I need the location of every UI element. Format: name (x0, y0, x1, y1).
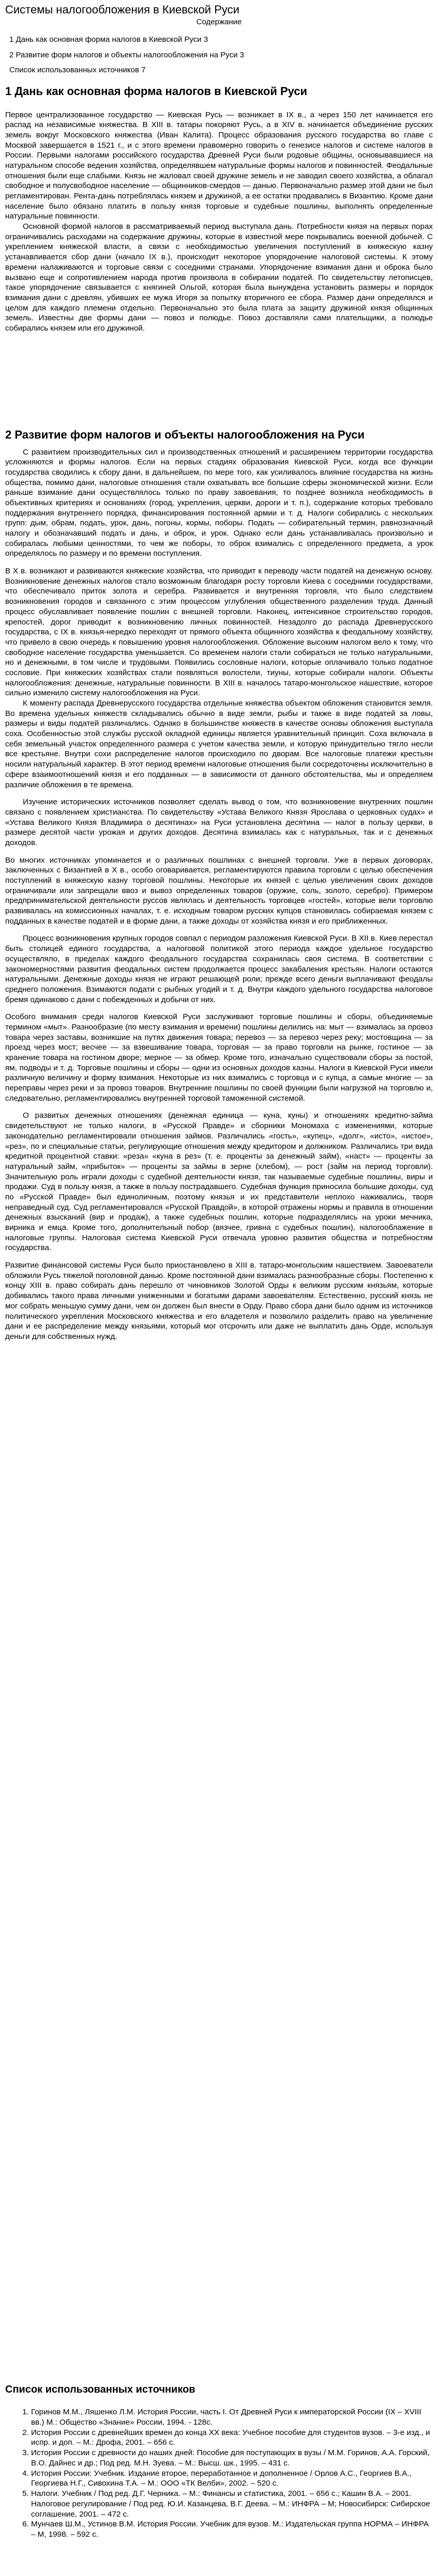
reference-item: 2. История России с древнейших времен до конца XX века: Учебное пособие для студентов вузов. – 3-е изд., и испр. и доп. – М.: Дрофа, 2001. – 656 с. (31, 2428, 433, 2448)
toc-heading: Содержание (196, 18, 242, 26)
paragraph: Изучение исторических источников позволяет сделать вывод о том, что возникновение внутренних пошлин связано с появлением христианства. По свидетельству «Устава Великого Князя Ярослава о церковных судах» и «Устава Великого Князя Владимира о десятинах» на Руси установлена десятина — налог в пользу церкви, в размере десятой части урожая и других доходов. Десятина взималась как с натуральных, так и с денежных доходов. (5, 798, 433, 847)
section-1 (0, 84, 438, 334)
paragraph: К моменту распада Древнерусского государства отдельные княжества объектом обложения становится земля. Во времена удельных княжеств складывались обычно в виде земли, рыбы и также в виде податей за ловы, размеры и виды податей различались. Однако в большинстве княжеств в качестве основы обложения выступала соха. Особенностью этой службы русской окладной единицы является уравнительный принцип. Соха включала в себя земельный участок определенного размера с учетом качества земли, и которую принудительно тягло несли все крестьяне. Внутри сохи распределение налогов происходило по дворам. Все налоговые платежи крестьян носили натуральный характер. В этот период времени налоговые отношения были сосредоточены исключительно в сфере взаимоотношений князя и его подданных — в зависимости от данного обстоятельства, мы и определяем различие обложения в те времена. (5, 699, 433, 789)
toc-item[interactable]: 1 Дань как основная форма налогов в Киевской Руси 3 (9, 35, 208, 44)
reference-item: 4. История России: Учебник. Издание второе, переработанное и дополненное / Орлов А.С., Георгиев В.А., Георгиева Н.Г., Сивохина Т.А. – М.: ООО «ТК Велби», 2002. – 520 с. (31, 2469, 433, 2489)
paragraph: Основной формой налогов в рассматриваемый период выступала дань. Потребности князя на первых порах ограничивались расходами на содержание дружины, которые в известной мере покрывались военной добычей. С укреплением княжеской власти, а связи с необходимостью увеличения поступлений в княжескую казну устанавливается сбор дани (начало IX в.), происходит некоторое упорядочение налоговой системы. К этому времени налаживаются и торговые связи с соседними странами. Упорядочение взимания дани и оброка было вызвано еще и сопротивлением народа против произвола в собирании податей. По свидетельству летописцев, такое упорядочение связывается с княгиней Ольгой, которая была вынуждена установить размеры и порядок взимания дани с древлян, убивших ее мужа Игоря за попытку вторичного ее сбора. Размер дани определялся и целом для каждого племени отдельно. Первоначально это была плата за защиту дружиной князя общинных земель. Известны две формы дани — повоз и полюдье. Повоз доставляли сами плательщики, а полюдье собирались князем или его дружиной. (5, 222, 433, 333)
paragraph: Развитие финансовой системы Руси было приостановлено в XIII в. татаро-монгольским нашествием. Завоеватели обложили Русь тяжелой поголовной данью. Кроме постоянной дани взималась разнообразные сборы. Постепенно к концу XIII в. право собирать дань перешло от чиновников Золотой Орды к великим русским князьям, которые добивались такого права личными униженными и богатыми дарами завоевателям. Естественно, русский князь не мог собрать меньшую сумму дани, чем он должен был внести в Орду. Право сбора дани было одним из источников политического укрепления Московского княжества и его владетеля и позволило разделить право на увеличение дани и ее распределение между князьями, который мог отсрочить или даже не выплатить дань Орде, используя деньги для собственных нужд. (5, 1261, 433, 1341)
paragraph: Особого внимания среди налогов Киевской Руси заслуживают торговые пошлины и сборы, объединяемые термином «мыт». Разнообразие (по месту взимания и времени) пошлины делились на: мыт — взималась за провоз товара через заставы, возникшие на путях движения товара; перевоз — за перевоз через реку; мостовщина — за проезд через мост; весчее — за взвешивание товара, торговая — за право торговли на рынке, гостиное — за хранение товара на гостином дворе; мерное — за обмер. Кроме того, изначально существовали сборы за постой, ям, подводы и т. д. Торговые пошлины и сборы — одни из основных доходов казны. Налоги в Киевской Руси имели различную величину и форму взимания. Некоторые из них взимались с торговца и с купца, а самые многие — за переправы через реки и за провоз товаров. Внутренние пошлины по своей функции были нагрузкой на торговлю и, следовательно, регламентировались внутренней торговой таможенной системой. (5, 1012, 433, 1103)
table-of-contents (5, 35, 433, 75)
paragraph: С развитием производительных сил и производственных отношений и расширением территории государства усложняются и формы налогов. Если на первых стадиях образования Киевской Руси, когда все функции государства сводились к сбору дани, в дальнейшем, по мере того, как усиливалось влияние государства на жизнь общества, помимо дани, налоговые отношения стали охватывать все большие сферы экономической жизни. Если раньше взимание дани осуществлялось только по праву завоевания, то позднее возникла необходимость в объективных критериях и основаниях (город, укрепления, церкви, дороги и т. п.), содержание которых требовало поддержания внутреннего порядка, финансирования постоянной армии и т. д. Налоги собирались с нескольких групп: дым, обрам, подать, урок, дань, погоны, кормы, поборы. Подать — собирательный термин, равнозначный налогу и обозначавший подать и дань, и оброк, и урок. Однако если дань устанавливалась произвольно и собиралась любыми ценностями, то чем же поборы, то оброк взимались с определенного предмета, а урок определялось по размеру и по времени поступления. (5, 447, 433, 558)
reference-item: 6. Мунчаев Ш.М., Устинов В.М. История России. Учебник для вузов. М.: Издательская группа НОРМА – ИНФРА – М, 1998. – 592 с. (31, 2519, 433, 2540)
section-2 (0, 428, 438, 1342)
reference-item: 1. Горинов М.М., Ляшенко Л.М. История России, часть I. От Древней Руси к императорской России (IX – XVIII вв.) М.: Общество «Знание» России, 1994. - 128с. (31, 2407, 433, 2428)
toc-item[interactable]: 2 Развитие форм налогов и объекты налогообложения на Руси 3 (9, 50, 245, 59)
section-1-title: 1 Дань как основная форма налогов в Киевской Руси (5, 85, 308, 98)
reference-item: 5. Налоги. Учебник / Под ред. Д.Г. Черника. – М.: Финансы и статистика, 2001. – 656 с.; Кашин В.А. – 2001. Налоговое регулирование / Под ред. Ю.И. Казанцева, В.Г. Деева. – М.: ИНФРА – М; Новосибирск: Сибирское соглашение, 2001. – 472 с. (31, 2489, 433, 2519)
document-header (0, 0, 438, 75)
paragraph: Первое централизованное государство — Киевская Русь — возникает в IX в., а через 150 лет начинается его распад на независимые княжества. В XIII в. татары покоряют Русь, а в XIV в. начинается объединение русских земель вокруг Московского княжества (Иван Калита). Процесс образования русского государства во главе с Москвой завершается в 1521 г., и с этого времени правомерно говорить о генезисе налогов и системе налогов в России. Первыми налогами российского государства Древней Руси были родовые общины, основывавшиеся на натуральном способе ведения хозяйства, определявшем натуральные формы налогов и повинностей. Феодальные отношения были еще слабыми. Князь не жаловал своей дружине земель и не заводил своего хозяйства, а облагал свободное и полусвободное население — общинников-смердов — данью. Первоначально размер этой дани не был регламентирован. Рента-дань потреблялась князем и дружиной, а ее остатки продавались в Византию. Кроме дани население было обязано платить в пользу князя торговые и судебные пошлины, выполнять определенные натуральные повинности. (5, 110, 433, 221)
references-section (0, 2384, 438, 2540)
document-title: Системы налогообложения в Киевской Руси (5, 3, 239, 16)
paragraph: В X в. возникают и развиваются княжеские хозяйства, что приводит к переводу части податей на денежную основу. Возникновение денежных налогов стало возможным благодаря росту торговли Киева с соседними государствами, что обеспечивало приток золота и серебра. Развивается и внутренняя торговля, что было следствием возникновения городов и связанного с этим процессом углубления общественного разделения труда. Данный процесс обуславливает появление пошлин с внешней торговли. Наконец, интенсивное строительство городов, крепостей, дорог приводит к возникновению личных повинностей. Незадолго до распада Древнерусского государства, с IX в. князья-нередко переходят от прямого объекта общинного хозяйства к феодальному хозяйству, что привело в свою очередь к повышению уровня налогообложения. Обложение высоким налогом вело к тому, что свободное население государства уменьшается. Со временем налоги стали собираться не только натуральными, но и денежными, в том числе и трудовыми. Появились сословные налоги, которые оплачивало только податное сословие. При княжеских хозяйствах стали появляться волостели, тиуны, которые собирали налоги. Объекты налогообложения: денежные, натуральные повинности. В XIII в. началось татаро-монгольское нашествие, которое сильно изменило систему налогообложения на Руси. (5, 567, 433, 698)
paragraph: Во многих источниках упоминается и о различных пошлинах с внешней торговли. Уже в первых договорах, заключенных с Византией в X в., особо оговаривается, регламентируются правила торговли с целью обеспечения поступлений в княжескую казну торговой пошлины. Некоторые их князей с целью увеличения своих доходов ограничивали или запрещали ввоз и вывоз определенных товаров (оружие, соль, золото, серебро). Примером предпринимательской деятельности руссов являлась и деятельность торговцев «гостей», которые вели торговлю развивалась на комиссионных началах, т. е. исходным товаром русских купцов становилась собираемая князем с подданных в качестве податей и в форме дани, а также доходы от хозяйства князя и его приближенных. (5, 855, 433, 926)
paragraph: Процесс возникновения крупных городов совпал с периодом разложения Киевской Руси. В XII в. Киев перестал быть столицей единого государства, а налоговой политикой этого периода каждое удельное государство осуществляло, в пределах каждого феодального государства сохранилась своя система. В соответствии с закономерностями развития феодальных систем продолжается процесс закабаления крестьян. Налоги остаются натуральными. Денежные доходы князя не играют решающей роли; прежде всего деньги выплачивают феодалы среднего положения. Взимаются подати с рыбных угодий и т. д. Внутри каждого удельного государства налоговое бремя одинаково с дани с побежденных и добычи от них. (5, 934, 433, 1004)
reference-item: 3. История России с древности до наших дней: Пособие для поступающих в вузы / М.М. Горинов, А.А. Горский, В.О. Дайнес и др.; Под ред. М.Н. Зуева. – М.: Высш. шк., 1995. – 431 с. (31, 2448, 433, 2469)
section-2-title: 2 Развитие форм налогов и объекты налогообложения на Руси (5, 428, 365, 441)
toc-item[interactable]: Список использованных источников 7 (9, 66, 146, 74)
paragraph: О развитых денежных отношениях (денежная единица — куна, куны) и отношениях кредитно-займа свидетельствуют не только налоги, в «Русской Правде» и сборники Мономаха с изменениями, которые законодательно регламентировали отношения займов. Различались «гость», «купец», «долг», «исто», «истое», «рез», по и специальные статьи, регулирующие отношения между кредитором и должником. Различались три вида кредитной процентной ставки: «реза» «куна в рез» (т. е. проценты за денежный займ), «наст» — проценты за натуральный займ, «прибыток» — проценты за займы в зерне (хлебом), — рост (займ на период торговли). Значительную роль играли доходы с судебной деятельности князя, так называемые судебные пошлины, виры и продажи. Суд в пользу князя, а также в пользу пострадавшего. Судебная функция приносила большие доходы, суд по «Русской Правде» был единоличным, поэтому князья и их представители неплохо наживались, творя неправедный суд. Суд регламентировался «Русской Правдой», в которой отражены нормы и правила в отношении денежных взысканий (вир и продаж), а также судебных пошлин, которые подразделялись на уроки мечника, вирника и емца. Кроме того, дополнительный побор (вязчее, гривна с судебных пошлин), налогооблажение в налоговые группы. Налоговая система Киевской Руси отвечала уровню развития общества и потребностям государства. (5, 1111, 433, 1253)
references-list (5, 2407, 433, 2540)
references-title: Список использованных источников (5, 2384, 195, 2395)
